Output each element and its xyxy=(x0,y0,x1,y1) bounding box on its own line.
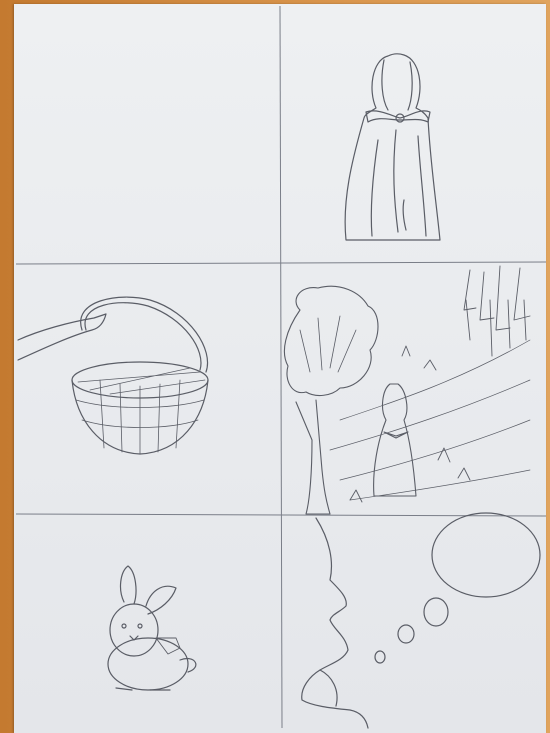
panel-grid xyxy=(16,6,546,728)
red-riding-hood-cloak-drawing xyxy=(345,54,440,240)
forest-scene-drawing xyxy=(284,266,530,514)
basket-drawing xyxy=(18,297,208,454)
thinking-face-drawing xyxy=(302,513,540,728)
bunny-drawing xyxy=(108,566,196,690)
